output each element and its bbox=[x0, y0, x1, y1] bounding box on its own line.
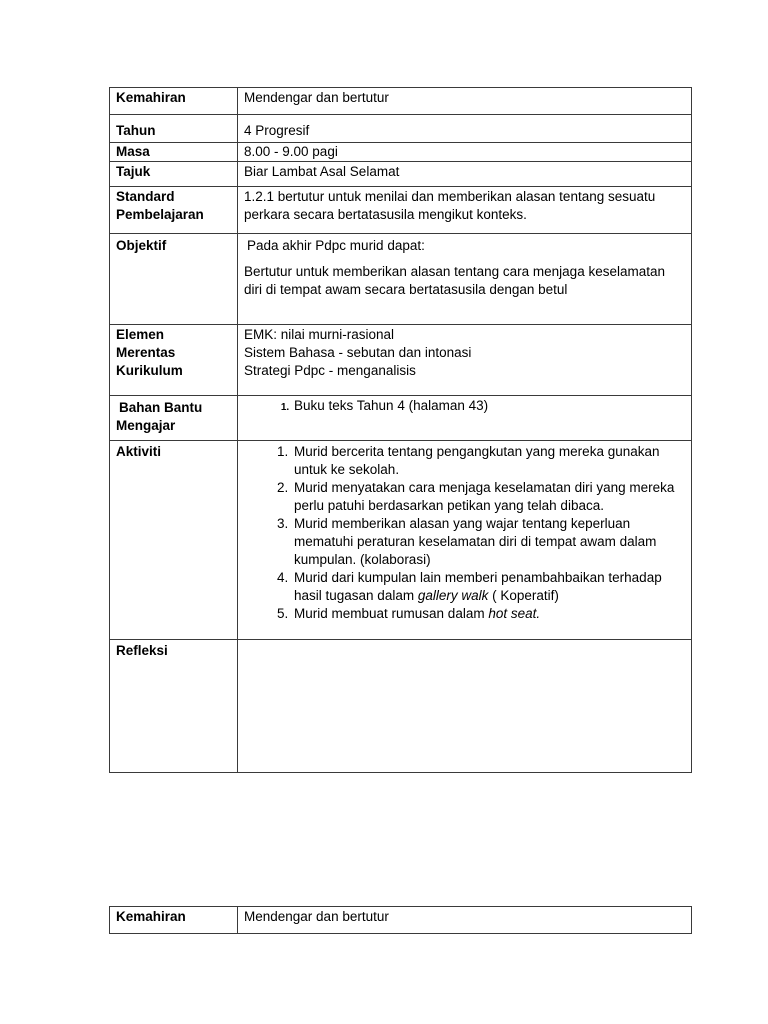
row-tahun bbox=[110, 115, 692, 143]
aktiviti-item-1: 1. Murid bercerita tentang pengangkutan yang mereka gunakan untuk ke sekolah. bbox=[292, 443, 685, 479]
aktiviti-item-4 bbox=[292, 569, 685, 605]
value-tajuk: Biar Lambat Asal Selamat bbox=[238, 162, 692, 187]
row-standard bbox=[110, 187, 692, 234]
label-tajuk: Tajuk bbox=[110, 162, 238, 187]
value-kemahiran: Mendengar dan bertutur bbox=[238, 88, 692, 115]
label-tahun: Tahun bbox=[110, 115, 238, 143]
label-kemahiran-2: Kemahiran bbox=[110, 907, 238, 934]
label-standard-line2: Pembelajaran bbox=[116, 207, 204, 222]
aktiviti-item-3: 3. Murid memberikan alasan yang wajar tentang keperluan mematuhi peraturan keselamatan diri di tempat awam dalam kumpulan. (kolaborasi) bbox=[292, 515, 685, 569]
label-standard bbox=[110, 187, 238, 234]
aktiviti-item-4-text: Murid dari kumpulan lain memberi penambahbaikan terhadap hasil tugasan dalam bbox=[294, 570, 662, 603]
value-refleksi bbox=[238, 640, 692, 773]
value-objektif bbox=[238, 234, 692, 325]
aktiviti-item-5-text: Murid membuat rumusan dalam bbox=[294, 606, 489, 621]
label-bahan-line1: Bahan Bantu bbox=[119, 400, 203, 415]
label-emk-line2: Merentas bbox=[116, 345, 176, 360]
label-emk bbox=[110, 325, 238, 396]
row-emk bbox=[110, 325, 692, 396]
aktiviti-item-4-suffix: ( Koperatif) bbox=[488, 588, 559, 603]
row-kemahiran-2 bbox=[110, 907, 692, 934]
label-bahan bbox=[110, 396, 238, 441]
value-standard: 1.2.1 bertutur untuk menilai dan memberikan alasan tentang sesuatu perkara secara bertatasusila mengikut konteks. bbox=[238, 187, 692, 234]
label-refleksi: Refleksi bbox=[110, 640, 238, 773]
bahan-list bbox=[244, 397, 685, 415]
value-kemahiran-2: Mendengar dan bertutur bbox=[238, 907, 692, 934]
aktiviti-list bbox=[244, 443, 685, 623]
row-bahan bbox=[110, 396, 692, 441]
bahan-item: 1. Buku teks Tahun 4 (halaman 43) bbox=[292, 397, 685, 415]
objektif-text: Bertutur untuk memberikan alasan tentang cara menjaga keselamatan diri di tempat awam secara bertatasusila dengan betul bbox=[244, 264, 665, 297]
value-tahun: 4 Progresif bbox=[238, 115, 692, 143]
row-objektif bbox=[110, 234, 692, 325]
row-tajuk bbox=[110, 162, 692, 187]
row-refleksi bbox=[110, 640, 692, 773]
value-bahan bbox=[238, 396, 692, 441]
label-standard-line1: Standard bbox=[116, 189, 175, 204]
label-bahan-line2: Mengajar bbox=[116, 418, 176, 433]
label-emk-line3: Kurikulum bbox=[116, 363, 183, 378]
row-masa bbox=[110, 143, 692, 162]
emk-line3: Strategi Pdpc - menganalisis bbox=[244, 363, 416, 378]
aktiviti-item-4-emphasis: gallery walk bbox=[417, 588, 489, 603]
value-masa: 8.00 - 9.00 pagi bbox=[238, 143, 692, 162]
label-objektif: Objektif bbox=[110, 234, 238, 325]
lesson-plan-table bbox=[109, 87, 692, 773]
label-emk-line1: Elemen bbox=[116, 327, 165, 342]
objektif-intro: Pada akhir Pdpc murid dapat: bbox=[247, 238, 425, 253]
value-aktiviti bbox=[238, 441, 692, 640]
emk-line2: Sistem Bahasa - sebutan dan intonasi bbox=[244, 345, 472, 360]
emk-line1: EMK: nilai murni-rasional bbox=[244, 327, 395, 342]
label-kemahiran: Kemahiran bbox=[110, 88, 238, 115]
label-masa: Masa bbox=[110, 143, 238, 162]
aktiviti-item-5-emphasis: hot seat. bbox=[488, 606, 541, 621]
label-aktiviti: Aktiviti bbox=[110, 441, 238, 640]
row-aktiviti bbox=[110, 441, 692, 640]
lesson-plan-table-2 bbox=[109, 906, 692, 934]
aktiviti-item-5 bbox=[292, 605, 685, 623]
row-kemahiran bbox=[110, 88, 692, 115]
aktiviti-item-2: 2. Murid menyatakan cara menjaga keselamatan diri yang mereka perlu patuhi berdasarkan petikan yang telah dibaca. bbox=[292, 479, 685, 515]
value-emk bbox=[238, 325, 692, 396]
